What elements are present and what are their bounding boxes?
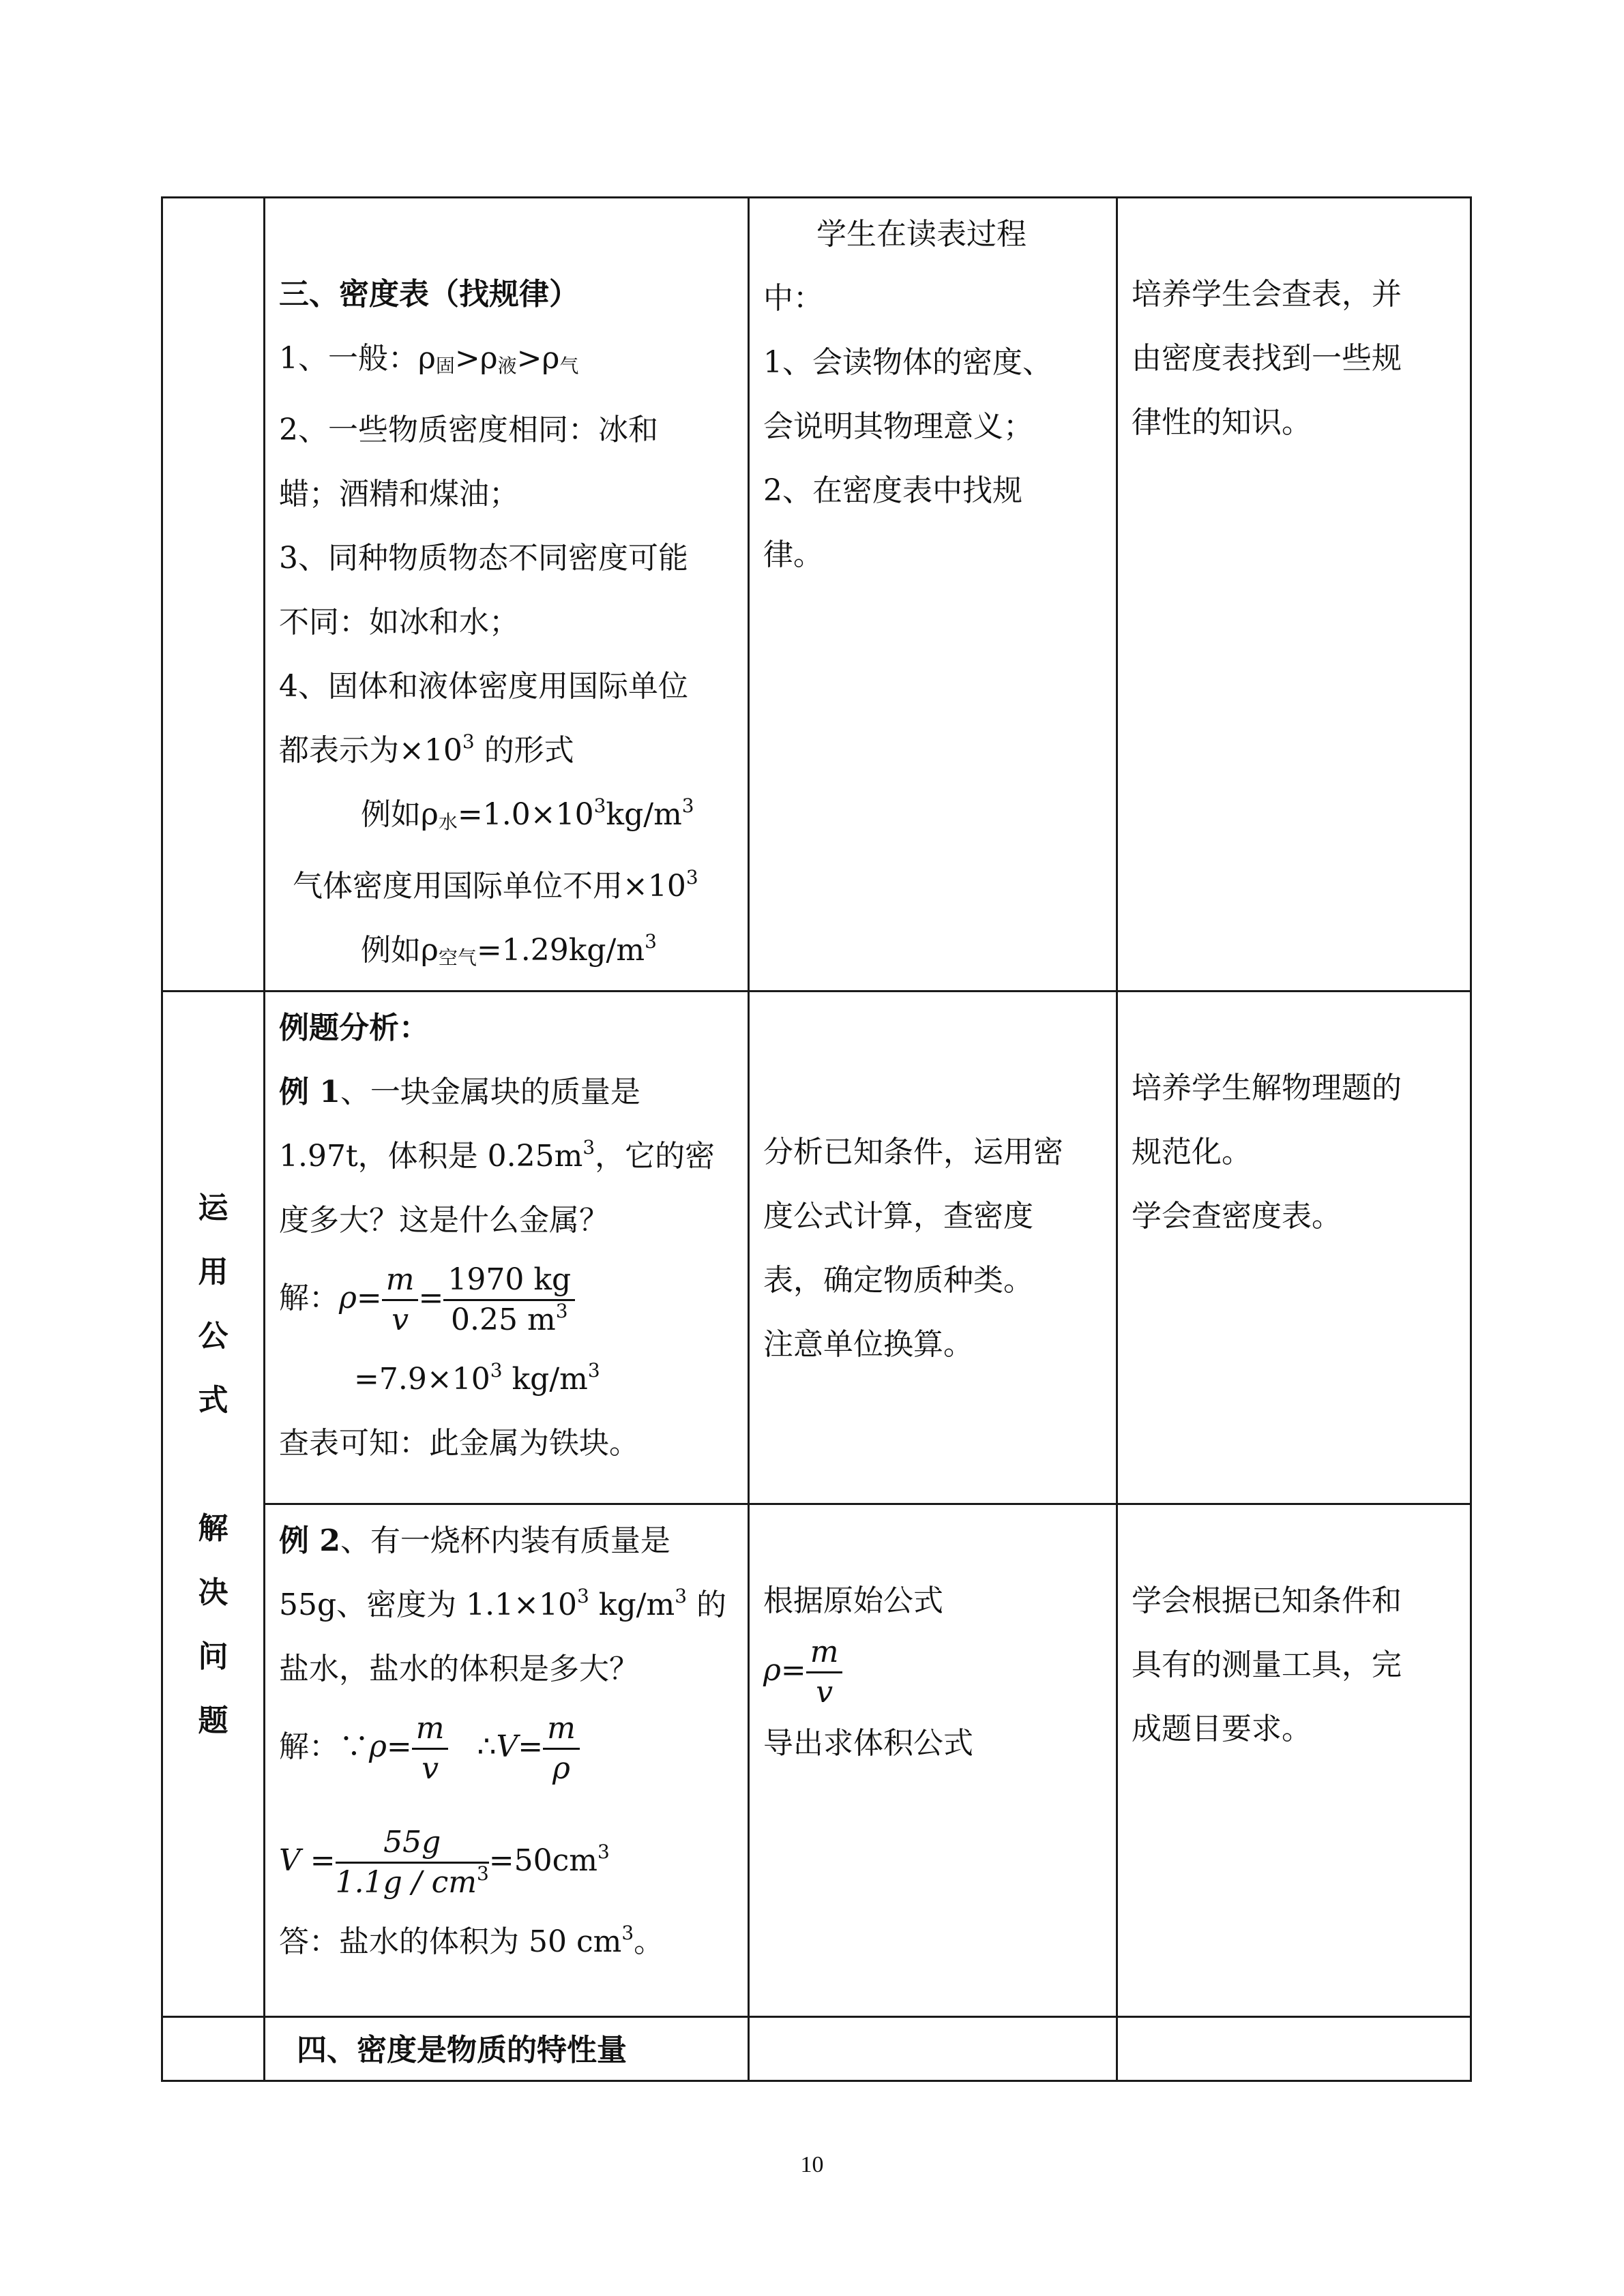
content-line: 分析已知条件，运用密 <box>763 1135 1063 1169</box>
content-line: 律。 <box>763 537 823 572</box>
page-number: 10 <box>800 2152 824 2177</box>
content-line: 度多大？这是什么金属？ <box>279 1203 609 1238</box>
content-line: 中： <box>763 281 823 316</box>
purpose-cell <box>1117 992 1471 1504</box>
purpose-cell <box>1117 1504 1471 2017</box>
content-line: 例如$\rho_水=1.0\times 10^3kg/m^3$ <box>361 794 694 833</box>
volume-formula: V = $\frac{55g}{1.1g / cm^3}$ $=50cm^3$ <box>279 1825 610 1900</box>
result-line: $=7.9\times 10^3$ $kg/m^3$ <box>354 1359 600 1397</box>
purpose-cell <box>1117 198 1471 992</box>
content-line: 培养学生会查表，并 <box>1132 277 1402 312</box>
table-row <box>162 992 1471 1504</box>
answer-line: 答：盐水的体积为 50 $cm^3$。 <box>279 1922 664 1959</box>
content-cell <box>265 2017 749 2081</box>
table-row <box>162 198 1471 992</box>
content-line: 导出求体积公式 <box>763 1726 973 1761</box>
side-cell-empty <box>162 198 265 992</box>
content-line: 蜡；酒精和煤油； <box>279 477 519 511</box>
content-line: 培养学生解物理题的 <box>1132 1071 1402 1105</box>
content-line: 1、一般：$\rho_固>\rho_液>\rho_气$ <box>279 341 579 377</box>
content-line: 学会根据已知条件和 <box>1132 1583 1402 1618</box>
content-line: 例 2、有一烧杯内装有质量是 <box>279 1523 670 1558</box>
side-label-char: 解 <box>198 1511 228 1546</box>
table-row <box>162 2017 1471 2081</box>
content-cell <box>265 198 749 992</box>
section-heading: 例题分析： <box>279 1011 429 1045</box>
content-line: 不同：如冰和水； <box>279 605 519 640</box>
content-line: 度公式计算，查密度 <box>763 1199 1033 1234</box>
side-label-char: 运 <box>198 1191 228 1225</box>
content-line: 4、固体和液体密度用国际单位 <box>279 669 688 704</box>
purpose-cell <box>1117 2017 1471 2081</box>
content-line: 会说明其物理意义； <box>763 409 1033 444</box>
side-label-char: 题 <box>198 1703 228 1738</box>
student-activity-cell <box>749 1504 1117 2017</box>
content-line: 盐水，盐水的体积是多大？ <box>279 1652 639 1686</box>
content-line: 1、会读物体的密度、 <box>763 345 1052 380</box>
content-line: 学会查密度表。 <box>1132 1199 1342 1234</box>
content-line: 2、一些物质密度相同：冰和 <box>279 413 658 447</box>
student-activity-cell <box>749 992 1117 1504</box>
content-cell <box>265 1504 749 2017</box>
student-activity-cell <box>749 2017 1117 2081</box>
side-label-char: 公 <box>198 1319 228 1354</box>
content-line: 律性的知识。 <box>1132 405 1312 440</box>
content-cell <box>265 992 749 1504</box>
content-line: 查表可知：此金属为铁块。 <box>279 1426 639 1461</box>
side-cell-empty <box>162 2017 265 2081</box>
content-line: 表，确定物质种类。 <box>763 1263 1033 1298</box>
lesson-table <box>161 196 1472 2082</box>
density-formula: 解：ρ= $\frac{m}{v}$ = $\frac{1970 kg}{0.25 m^3}$ <box>279 1253 734 1347</box>
density-formula: 解：∵ρ= $\frac{m}{v}$ ∴V= $\frac{m}{\rho}$ <box>279 1701 734 1796</box>
content-line: 2、在密度表中找规 <box>763 473 1022 508</box>
section-heading: 四、密度是物质的特性量 <box>297 2033 627 2068</box>
side-label-char: 用 <box>198 1255 228 1289</box>
density-formula: ρ= $\frac{m}{v}$ <box>763 1633 1102 1712</box>
content-line: 例如$\rho_{空气}=1.29kg/m^3$ <box>361 930 657 969</box>
content-line: 学生在读表过程 <box>816 217 1027 252</box>
content-line: 成题目要求。 <box>1132 1712 1312 1746</box>
table-row <box>162 1504 1471 2017</box>
content-line: 例 1、一块金属块的质量是 <box>279 1075 640 1109</box>
content-line: 具有的测量工具，完 <box>1132 1648 1402 1682</box>
side-label-char: 式 <box>198 1383 228 1418</box>
content-line: 规范化。 <box>1132 1135 1252 1169</box>
content-line: 由密度表找到一些规 <box>1132 341 1402 376</box>
content-line: 根据原始公式 <box>763 1583 943 1618</box>
content-line: 55g、密度为 $1.1\times 10^3$ $kg/m^3$ 的 <box>279 1585 727 1622</box>
side-label-char: 决 <box>198 1575 228 1610</box>
side-label-cell <box>162 992 265 2017</box>
content-line: 气体密度用国际单位不用$\times 10^3$ <box>293 866 698 904</box>
student-activity-cell <box>749 198 1117 992</box>
section-heading: 三、密度表（找规律） <box>279 277 579 312</box>
content-line: 1.97t，体积是 $0.25m^3$，它的密 <box>279 1136 715 1174</box>
content-line: 都表示为$\times 10^3$ 的形式 <box>279 730 574 768</box>
content-line: 3、同种物质物态不同密度可能 <box>279 541 688 576</box>
content-line: 注意单位换算。 <box>763 1327 973 1362</box>
side-label-char: 问 <box>198 1639 228 1674</box>
